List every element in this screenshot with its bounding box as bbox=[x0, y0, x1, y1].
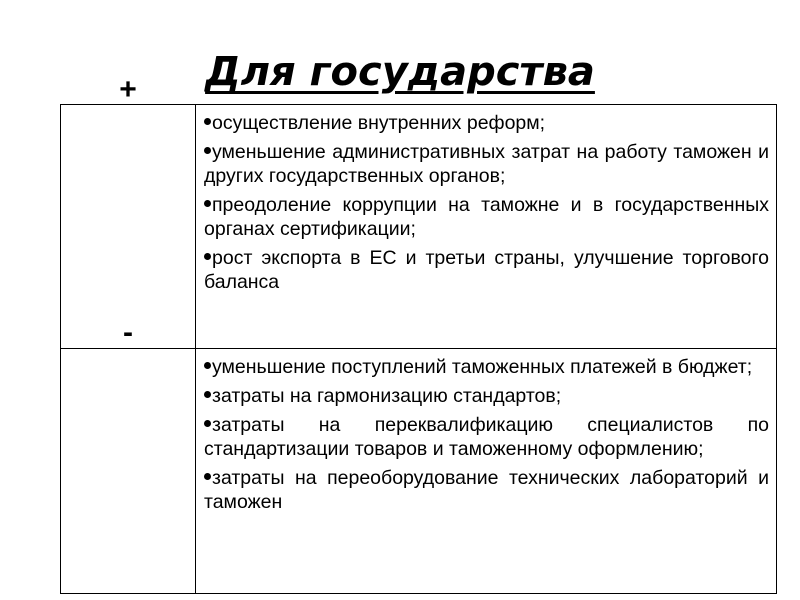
bullet-icon bbox=[204, 253, 211, 260]
table-row-pros bbox=[61, 105, 777, 349]
bullet-icon bbox=[204, 147, 211, 154]
minus-sign: - bbox=[123, 316, 133, 349]
list-item-text: уменьшение административных затрат на работу таможен и других государственных органов; bbox=[204, 141, 769, 187]
list-item bbox=[204, 193, 769, 241]
list-item-text: затраты на гармонизацию стандартов; bbox=[212, 385, 562, 407]
list-item-text: рост экспорта в ЕС и третьи страны, улучшение торгового баланса bbox=[204, 247, 769, 293]
table-row-cons bbox=[61, 349, 777, 594]
pros-cons-table bbox=[60, 73, 777, 594]
bullet-icon bbox=[204, 118, 211, 125]
plus-sign: + bbox=[119, 73, 137, 106]
list-item-text: осуществление внутренних реформ; bbox=[212, 112, 546, 134]
pros-sign-cell bbox=[61, 73, 196, 349]
page-title-text: Для государства bbox=[205, 49, 595, 95]
bullet-icon bbox=[204, 200, 211, 207]
list-item-text: затраты на переоборудование технических лабораторий и таможен bbox=[204, 467, 769, 513]
list-item-text: уменьшение поступлений таможенных платежей в бюджет; bbox=[212, 356, 753, 378]
bullet-icon bbox=[204, 473, 211, 480]
list-item-text: затраты на переквалификацию специалистов по стандартизации товаров и таможенному оформлению; bbox=[204, 414, 769, 460]
list-item-text: преодоление коррупции на таможне и в государственных органах сертификации; bbox=[204, 194, 769, 240]
bullet-icon bbox=[204, 391, 211, 398]
list-item bbox=[204, 466, 769, 514]
list-item bbox=[204, 246, 769, 294]
cons-list bbox=[204, 355, 769, 514]
cons-sign-cell bbox=[61, 316, 196, 594]
list-item bbox=[204, 355, 769, 379]
pros-list-cell bbox=[196, 105, 777, 349]
list-item bbox=[204, 111, 769, 135]
bullet-icon bbox=[204, 420, 211, 427]
pros-list bbox=[204, 111, 769, 294]
list-item bbox=[204, 384, 769, 408]
cons-list-cell bbox=[196, 349, 777, 594]
list-item bbox=[204, 140, 769, 188]
list-item bbox=[204, 413, 769, 461]
bullet-icon bbox=[204, 362, 211, 369]
